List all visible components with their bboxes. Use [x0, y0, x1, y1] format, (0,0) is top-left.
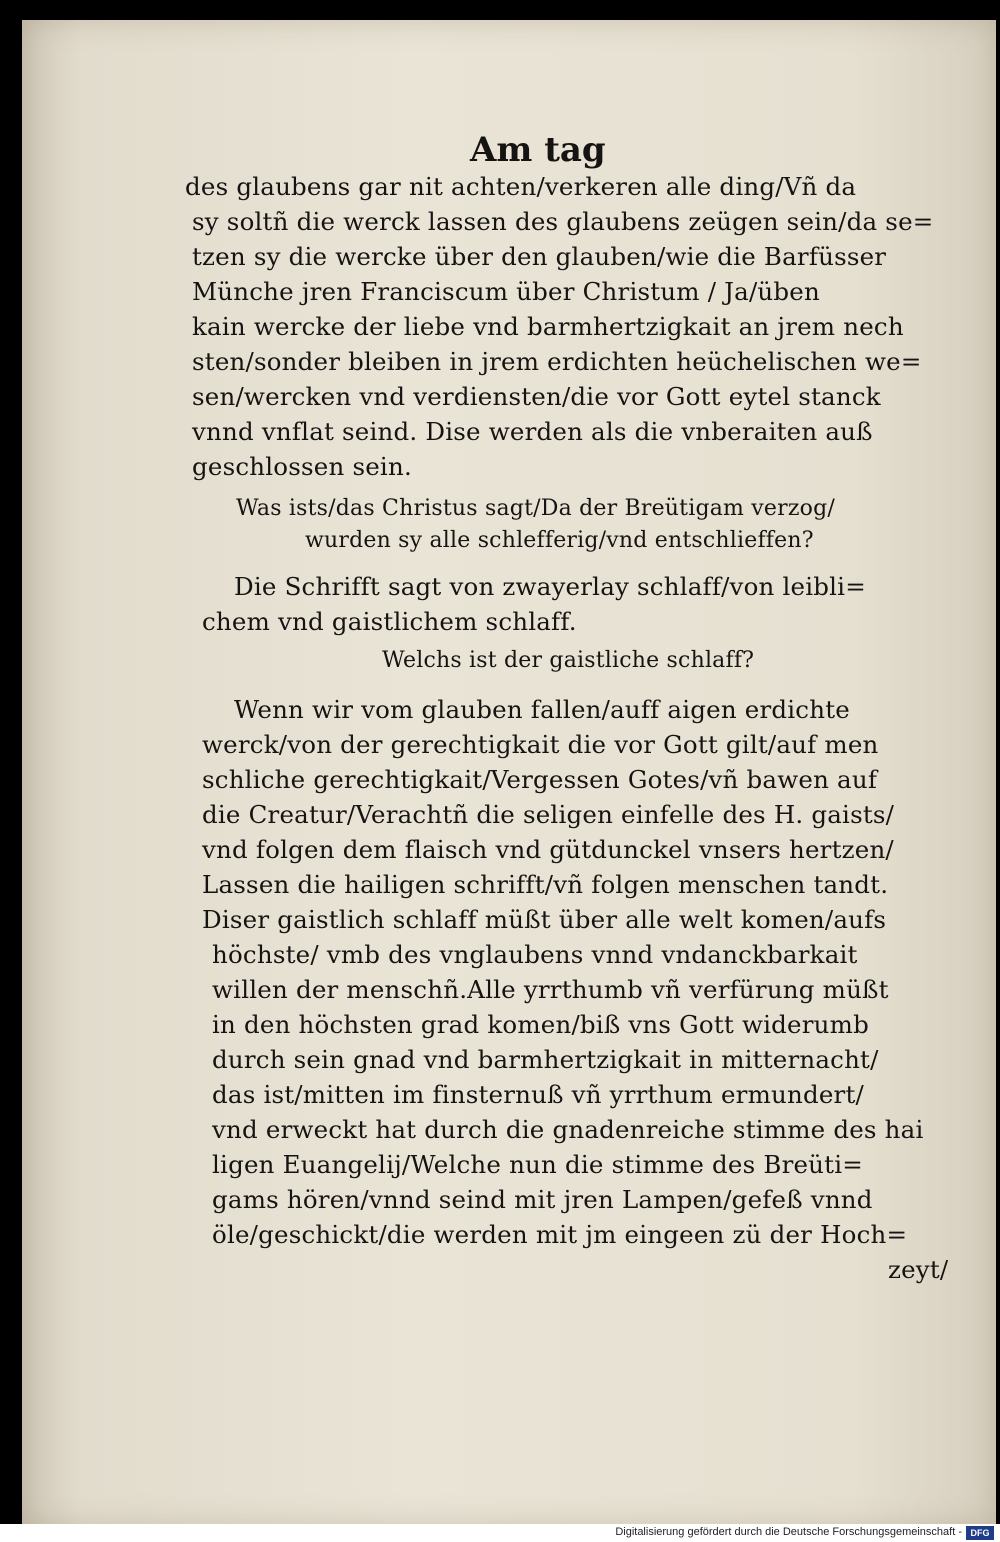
text-line: gams hören/vnnd seind mit jren Lampen/gefeß vnnd	[212, 1185, 873, 1214]
text-line: vnd erweckt hat durch die gnadenreiche stimme des hai	[212, 1115, 924, 1144]
text-line: kain wercke der liebe vnd barmhertzigkait an jrem nech	[192, 312, 904, 341]
text-line: vnd folgen dem flaisch vnd gütdunckel vnsers hertzen/	[202, 835, 894, 864]
text-line: Lassen die hailigen schrifft/vñ folgen menschen tandt.	[202, 870, 889, 899]
text-line: werck/von der gerechtigkait die vor Gott gilt/auf men	[202, 730, 879, 759]
text-line: willen der menschñ.Alle yrrthumb vñ verfürung müßt	[212, 975, 889, 1004]
footer-credit: Digitalisierung gefördert durch die Deutsche Forschungsgemeinschaft -	[615, 1526, 962, 1538]
text-line: schliche gerechtigkait/Vergessen Gotes/vñ bawen auf	[202, 765, 878, 794]
dfg-logo-icon: DFG	[966, 1526, 994, 1540]
text-line: öle/geschickt/die werden mit jm eingeen zü der Hoch=	[212, 1220, 908, 1249]
text-line: wurden sy alle schlefferig/vnd entschlieffen?	[305, 528, 814, 553]
text-line: höchste/ vmb des vnglaubens vnnd vndanckbarkait	[212, 940, 858, 969]
page-header: Am tag	[470, 130, 606, 170]
text-line: Wenn wir vom glauben fallen/auff aigen erdichte	[234, 695, 850, 724]
text-line: durch sein gnad vnd barmhertzigkait in mitternacht/	[212, 1045, 879, 1074]
text-line: chem vnd gaistlichem schlaff.	[202, 607, 577, 636]
text-line: zeyt/	[888, 1255, 949, 1284]
text-line: geschlossen sein.	[192, 452, 412, 481]
text-line: sten/sonder bleiben in jrem erdichten heüchelischen we=	[192, 347, 922, 376]
text-line: die Creatur/Verachtñ die seligen einfelle des H. gaists/	[202, 800, 895, 829]
text-line: des glaubens gar nit achten/verkeren alle ding/Vñ da	[185, 172, 857, 201]
text-line: Münche jren Franciscum über Christum / Ja/üben	[192, 277, 820, 306]
text-line: vnnd vnflat seind. Dise werden als die vnberaiten auß	[192, 417, 873, 446]
text-line: tzen sy die wercke über den glauben/wie die Barfüsser	[192, 242, 887, 271]
text-line: sen/wercken vnd verdiensten/die vor Gott eytel stanck	[192, 382, 881, 411]
text-line: Welchs ist der gaistliche schlaff?	[382, 648, 755, 673]
text-line: das ist/mitten im finsternuß vñ yrrthum ermundert/	[212, 1080, 864, 1109]
text-line: Diser gaistlich schlaff müßt über alle welt komen/aufs	[202, 905, 887, 934]
text-line: Was ists/das Christus sagt/Da der Breütigam verzog/	[236, 496, 835, 521]
text-line: in den höchsten grad komen/biß vns Gott widerumb	[212, 1010, 869, 1039]
text-line: sy soltñ die werck lassen des glaubens zeügen sein/da se=	[192, 207, 934, 236]
text-line: Die Schrifft sagt von zwayerlay schlaff/von leibli=	[234, 572, 866, 601]
text-line: ligen Euangelij/Welche nun die stimme des Breüti=	[212, 1150, 863, 1179]
footer-bar	[0, 1524, 1000, 1542]
